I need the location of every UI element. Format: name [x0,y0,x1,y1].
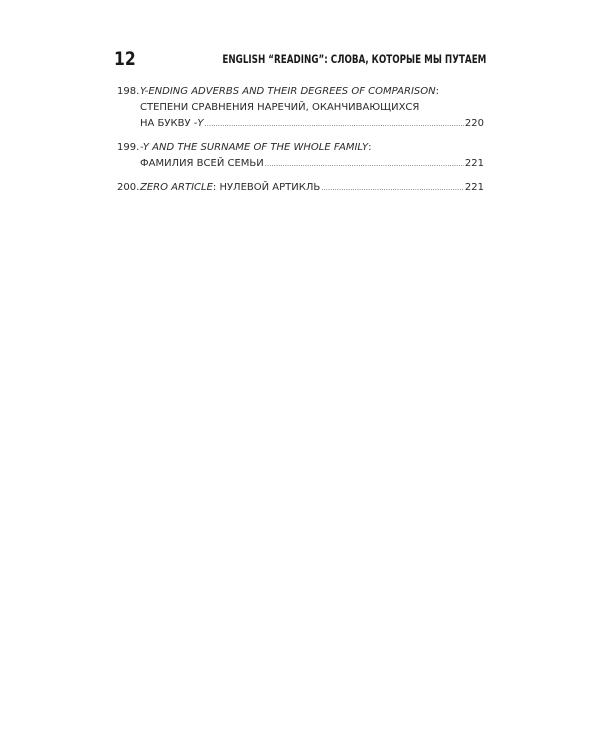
toc-entry-page: 221 [464,182,484,193]
toc-entry-russian-title: НУЛЕВОЙ АРТИКЛЬ [216,182,321,193]
toc-entry-russian-title: ФАМИЛИЯ ВСЕЙ СЕМЬИ [140,158,264,169]
toc-entry-title [140,180,320,196]
toc-entry-last-line [140,156,484,172]
toc-entry-english-line [140,84,484,100]
page-header [114,46,486,74]
toc-entry-number: 199. [117,142,140,153]
toc-entry-separator: : [435,86,439,97]
toc-entry-separator: : [368,142,372,153]
toc-entry-english-title: ZERO ARTICLE [140,182,213,193]
toc-entry-number: 200. [117,182,140,193]
toc-entry-page: 221 [464,158,484,169]
page-number: 12 [114,48,136,70]
toc-entry-russian-prefix: НА БУКВУ [140,118,194,129]
toc-entry-last-line [140,180,484,196]
running-title: ENGLISH “READING”: СЛОВА, КОТОРЫЕ МЫ ПУТАЕМ [222,52,486,66]
toc-entry[interactable] [117,140,484,172]
toc-entry-english-title: -Y AND THE SURNAME OF THE WHOLE FAMILY [140,142,369,153]
toc-dot-leader [321,180,464,196]
toc-entry[interactable] [117,84,484,132]
toc-entry-russian-italic: -Y [193,118,204,129]
toc-entry-english-title: Y-ENDING ADVERBS AND THEIR DEGREES OF COMPARISON [140,86,436,97]
toc-entry-separator: : [212,182,217,193]
toc-dot-leader [265,156,464,172]
toc-entry-last-line [140,116,484,132]
toc-entry[interactable] [117,180,484,196]
toc-entry-number: 198. [117,86,140,97]
toc-entry-english-line [140,140,484,156]
table-of-contents [117,84,484,204]
toc-entry-page: 220 [464,118,484,129]
toc-entry-russian-title: СТЕПЕНИ СРАВНЕНИЯ НАРЕЧИЙ, ОКАНЧИВАЮЩИХСЯ [140,102,420,113]
toc-dot-leader [204,116,463,132]
toc-entry-russian-title-cont [140,116,203,132]
